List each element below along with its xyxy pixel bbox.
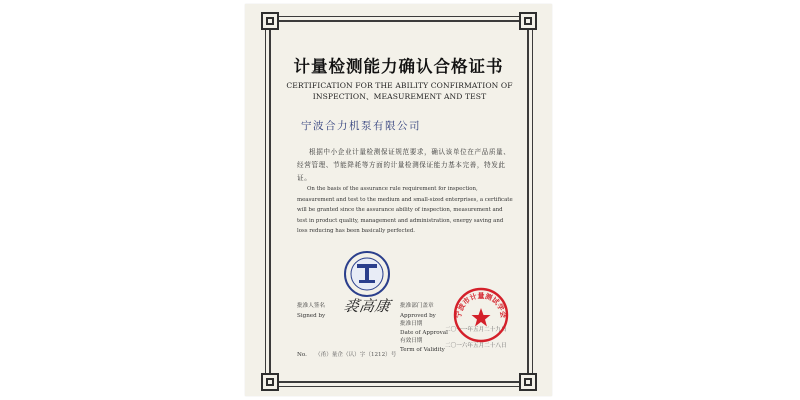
- certificate-title-en: [275, 80, 524, 102]
- certificate-number-value: （甬）量企（认）字（1212）号: [315, 352, 397, 358]
- approved-by-label-en: Approved by: [400, 313, 436, 319]
- date-of-approval-label-en: Date of Approval: [400, 330, 448, 336]
- certificate-title-en-line2: INSPECTION、MEASUREMENT AND TEST: [312, 92, 487, 101]
- signature: 裘高康: [342, 297, 393, 315]
- svg-text:宁波市计量测试学会: 宁波市计量测试学会: [454, 292, 508, 319]
- term-of-validity-label-en: Term of Validity: [400, 347, 445, 353]
- date-of-approval-value: 二〇一一年五月二十九日: [445, 327, 507, 333]
- date-of-approval-label-zh: 批准日期: [400, 321, 423, 327]
- red-official-seal-icon: [452, 286, 510, 344]
- term-of-validity-value: 二〇一六年五月二十八日: [445, 343, 507, 349]
- corner-ornament-top-left: [261, 12, 279, 30]
- term-of-validity-label-zh: 有效日期: [400, 338, 423, 344]
- body-text-en: On the basis of the assurance rule requirement for inspection, measurement and test to the medium and small-sized enterprises, a certificate will be granted since the assurance ability of inspection, measurement and test in product quality, management and administration, energy saving and loss reducing has been basically perfected.: [297, 186, 513, 235]
- corner-ornament-top-right: [519, 12, 537, 30]
- certificate-title-zh: 计量检测能力确认合格证书: [293, 57, 504, 76]
- body-text-zh: 根据中小企业计量检测保证规范要求，确认该单位在产品质量、经营管理、节能降耗等方面的计量检测保证能力基本完善，特发此证。: [297, 148, 511, 182]
- metrology-emblem-icon: [343, 250, 391, 298]
- corner-ornament-bottom-left: [261, 373, 279, 391]
- certificate-title-en-line1: CERTIFICATION FOR THE ABILITY CONFIRMATION OF: [286, 81, 513, 90]
- corner-ornament-bottom-right: [519, 373, 537, 391]
- approving-department-label-zh: 批准部门盖章: [400, 303, 434, 309]
- certificate: [245, 4, 552, 396]
- certificate-number-label: No.: [297, 352, 307, 358]
- approver-label-zh: 批准人签名: [297, 303, 325, 309]
- company-name: 宁波合力机泵有限公司: [301, 120, 421, 132]
- approver-label-en: Signed by: [297, 313, 326, 319]
